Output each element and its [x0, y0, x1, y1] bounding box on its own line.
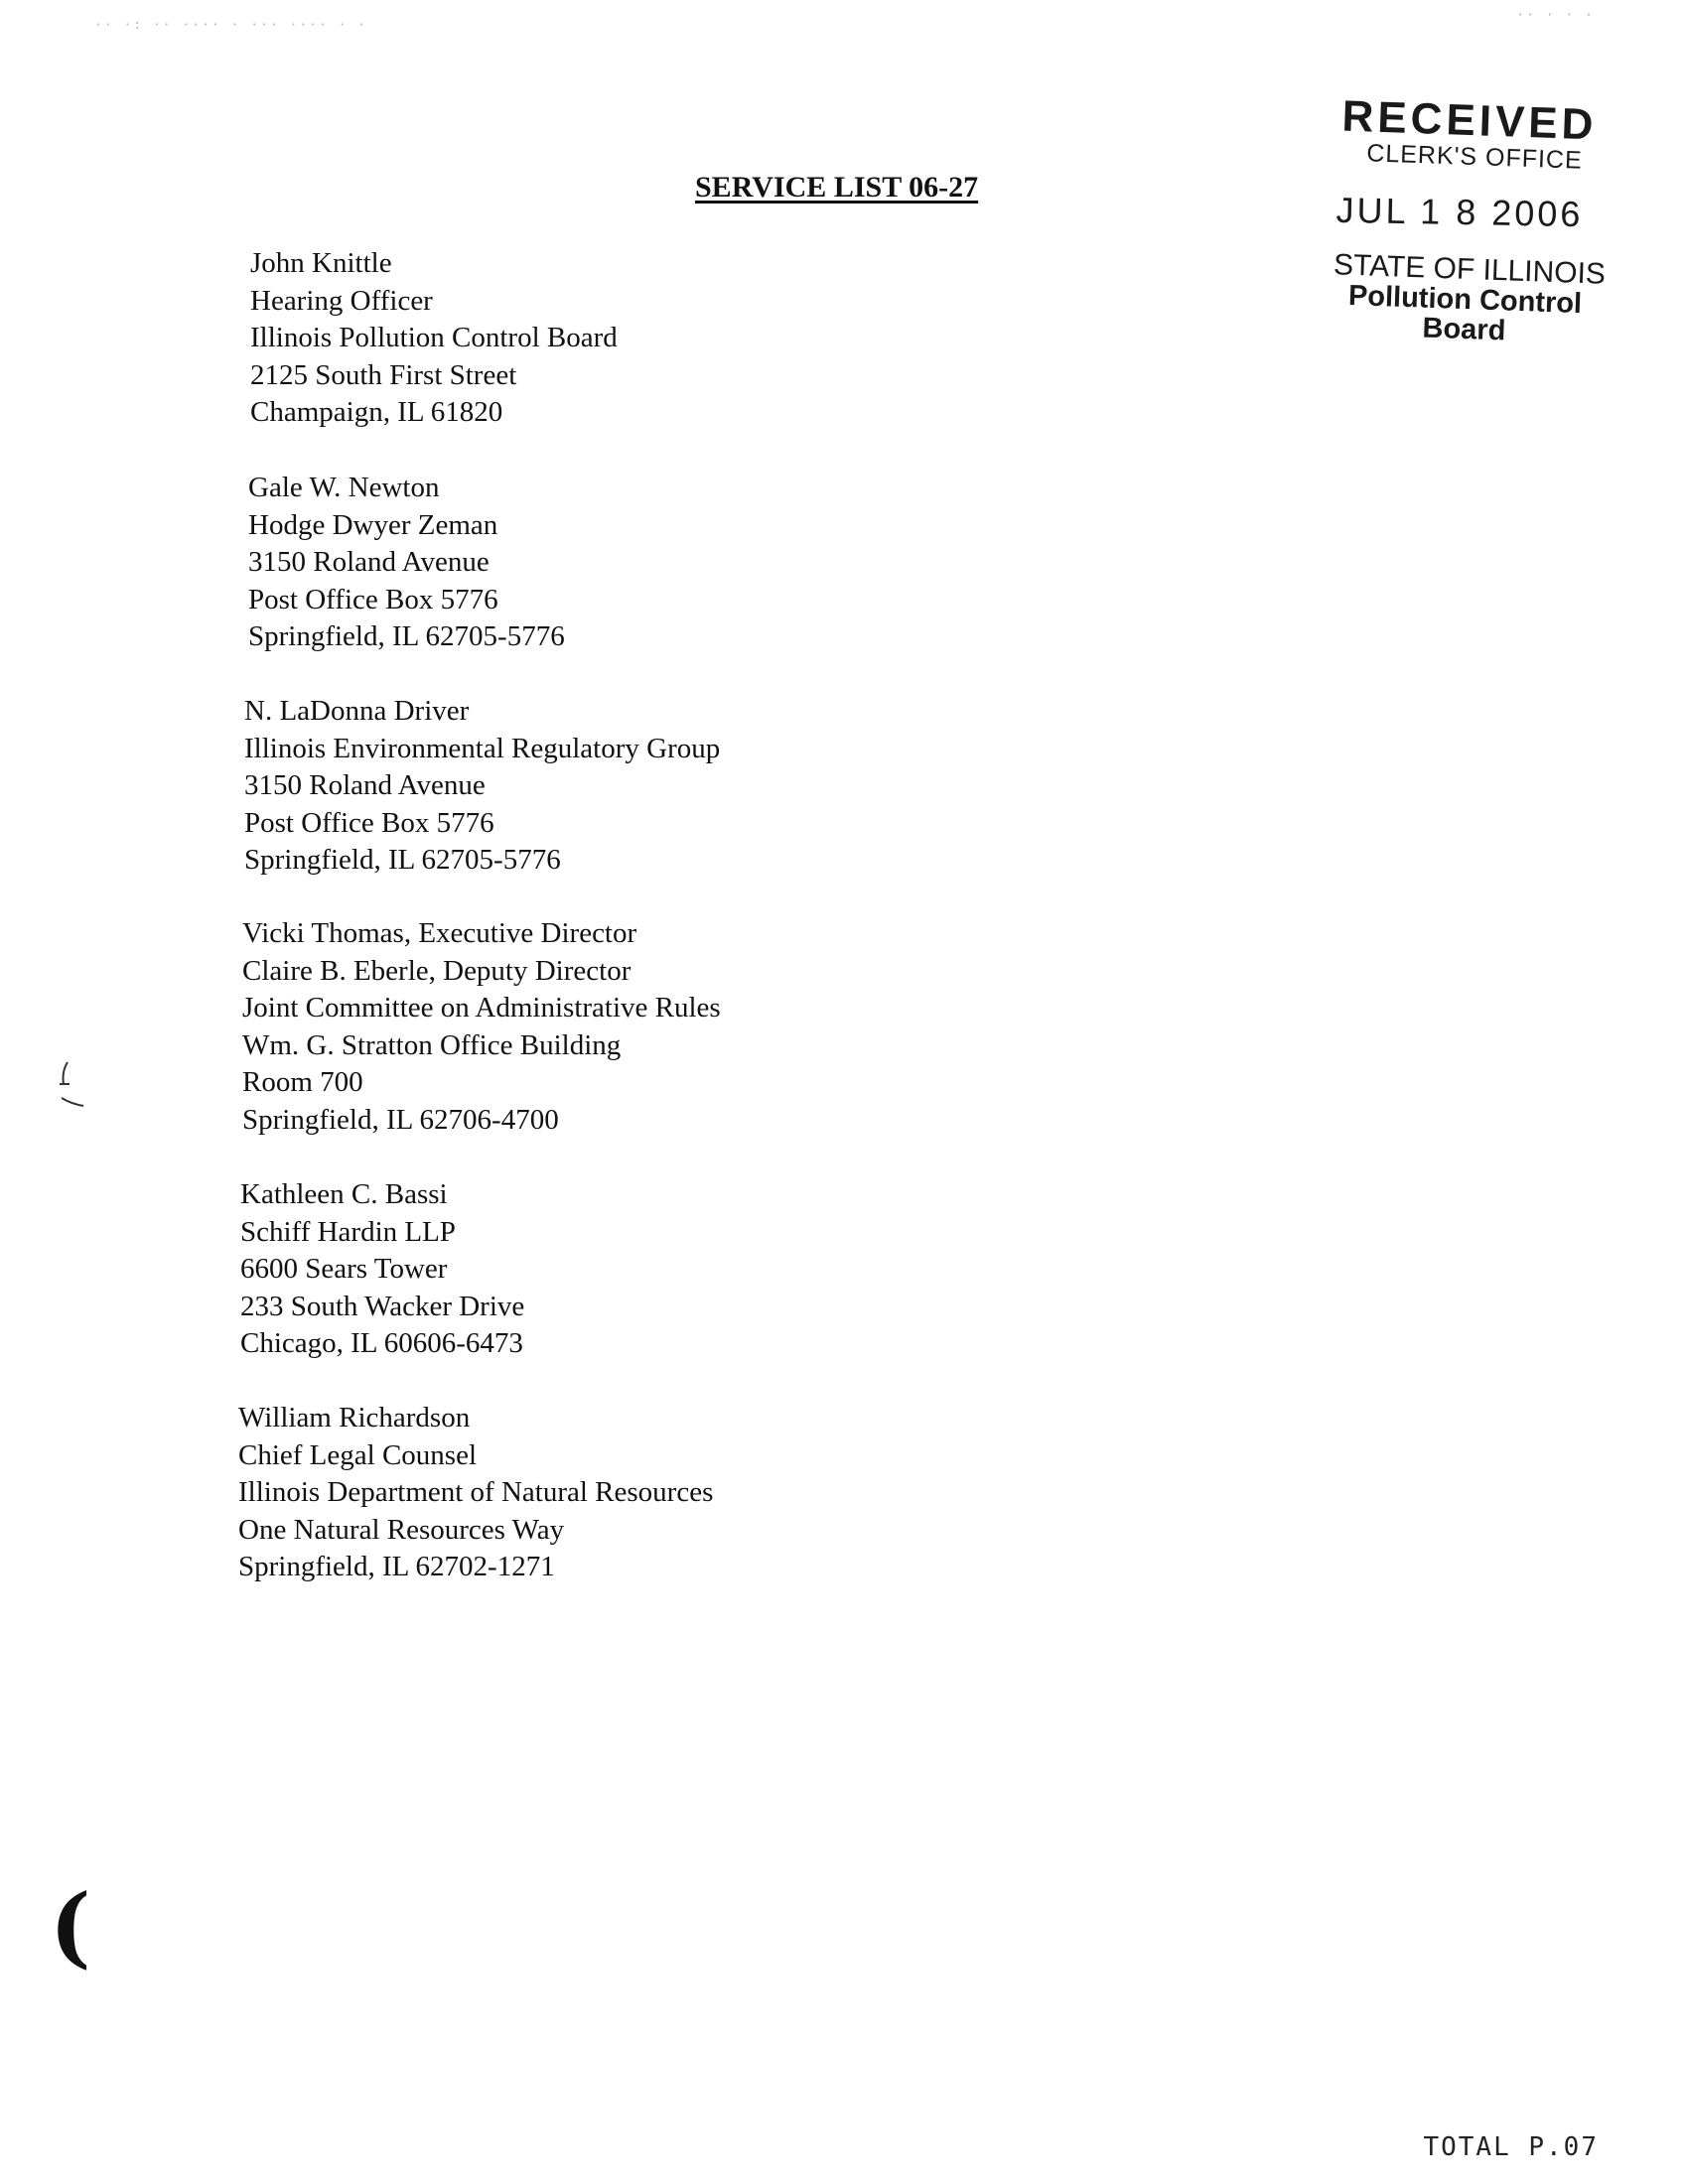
- entry-line: Hodge Dwyer Zeman: [248, 508, 498, 541]
- entry-line: 6600 Sears Tower: [240, 1253, 448, 1285]
- entry-line: Claire B. Eberle, Deputy Director: [242, 954, 632, 987]
- fax-header-noise: ·· ·: ·· ···· · ··· ···· · ·: [94, 18, 368, 33]
- entry-line: Wm. G. Stratton Office Building: [242, 1028, 622, 1061]
- entry-line: Chicago, IL 60606-6473: [240, 1327, 523, 1359]
- entry-line: Springfield, IL 62702-1271: [238, 1551, 555, 1582]
- received-stamp: [1281, 91, 1618, 347]
- entry-line: Champaign, IL 61820: [250, 396, 503, 428]
- service-entry-newton: [248, 470, 565, 656]
- fax-total-pages: TOTAL P.07: [1423, 2132, 1599, 2162]
- service-entry-knittle: [250, 245, 618, 432]
- scan-speckle-mark: [48, 1054, 97, 1124]
- stamp-date: JUL 1 8 2006: [1335, 189, 1584, 235]
- service-entry-richardson: [238, 1400, 713, 1586]
- fax-corner-noise: ·· · · ·: [1516, 8, 1595, 23]
- entry-line: John Knittle: [250, 247, 392, 279]
- service-entry-bassi: [240, 1176, 524, 1363]
- entry-line: Chief Legal Counsel: [238, 1438, 478, 1471]
- entry-line: Illinois Pollution Control Board: [250, 322, 618, 353]
- entry-line: Schiff Hardin LLP: [240, 1215, 456, 1248]
- entry-line: 2125 South First Street: [250, 358, 517, 391]
- entry-line: Springfield, IL 62705-5776: [248, 620, 565, 652]
- entry-line: Post Office Box 5776: [248, 583, 498, 615]
- stamp-received-text: RECEIVED: [1340, 91, 1599, 150]
- entry-line: Illinois Department of Natural Resources: [238, 1476, 714, 1508]
- entry-line: Joint Committee on Administrative Rules: [242, 992, 721, 1024]
- entry-line: Springfield, IL 62705-5776: [244, 844, 561, 876]
- service-entry-driver: [244, 693, 720, 880]
- service-entry-jcar: [242, 915, 721, 1139]
- entry-line: William Richardson: [238, 1402, 471, 1433]
- entry-line: Hearing Officer: [250, 284, 433, 317]
- stamp-board-text: Pollution Control Board: [1347, 279, 1583, 347]
- stamp-office-text: CLERK'S OFFICE: [1365, 139, 1584, 175]
- entry-line: 3150 Roland Avenue: [248, 546, 490, 578]
- entry-line: Gale W. Newton: [248, 472, 440, 503]
- entry-line: Room 700: [242, 1066, 363, 1098]
- entry-line: Kathleen C. Bassi: [240, 1178, 448, 1210]
- page-title: SERVICE LIST 06-27: [695, 171, 979, 204]
- entry-line: N. LaDonna Driver: [244, 695, 470, 727]
- entry-line: Post Office Box 5776: [244, 806, 494, 839]
- entry-line: Illinois Environmental Regulatory Group: [244, 732, 721, 764]
- entry-line: Vicki Thomas, Executive Director: [242, 917, 637, 949]
- entry-line: Springfield, IL 62706-4700: [242, 1103, 559, 1136]
- stamp-state-text: STATE OF ILLINOIS: [1333, 248, 1607, 291]
- entry-line: 3150 Roland Avenue: [244, 769, 486, 801]
- entry-line: One Natural Resources Way: [238, 1513, 565, 1546]
- binder-hole-mark: (: [50, 1874, 91, 1978]
- entry-line: 233 South Wacker Drive: [240, 1290, 525, 1322]
